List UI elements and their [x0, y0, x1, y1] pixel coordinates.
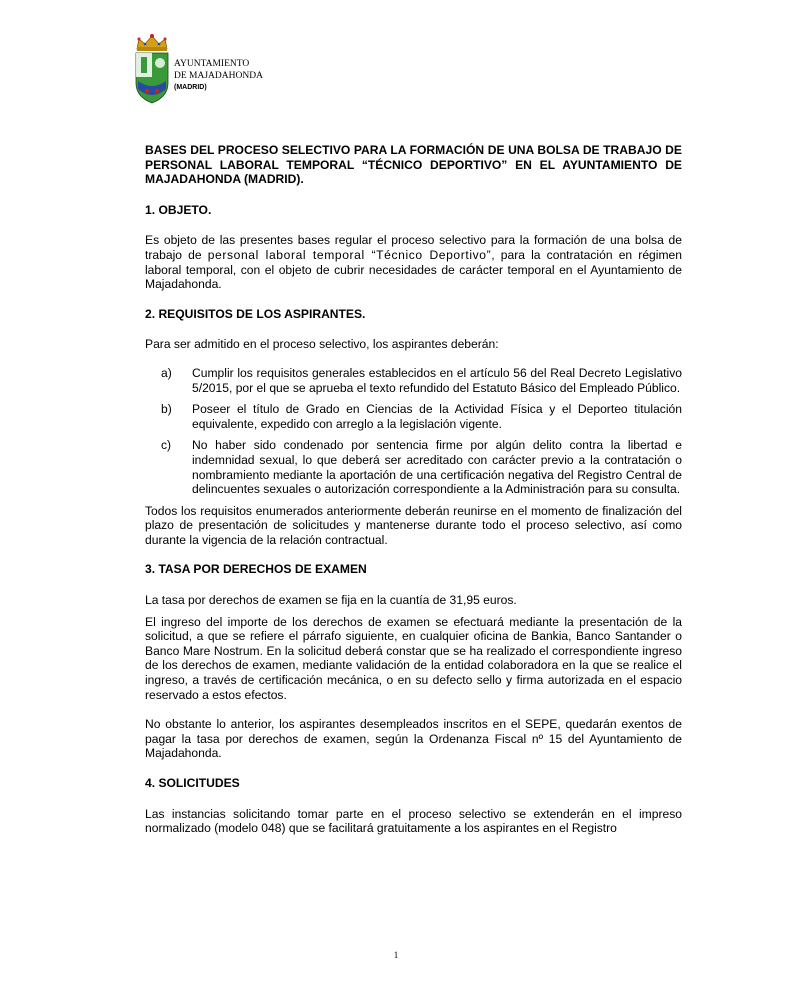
section-3-paragraph-1: La tasa por derechos de examen se fija en la cuantía de 31,95 euros. [145, 593, 517, 608]
section-3-heading: 3. TASA POR DERECHOS DE EXAMEN [145, 562, 367, 577]
org-line-2: DE MAJADAHONDA [174, 70, 263, 81]
list-item [145, 402, 682, 431]
org-line-3: (MADRID) [174, 84, 207, 91]
list-item [145, 366, 682, 395]
list-item-key: a) [161, 365, 172, 380]
section-2-intro: Para ser admitido en el proceso selectivo, los aspirantes deberán: [145, 337, 499, 352]
section-2-heading: 2. REQUISITOS DE LOS ASPIRANTES. [145, 306, 366, 321]
document-title: BASES DEL PROCESO SELECTIVO PARA LA FORMACIÓN DE UNA BOLSA DE TRABAJO DE PERSONAL LABORAL TEMPORAL “TÉCNICO DEPORTIVO” EN EL AYUNTAMIENTO DE MAJADAHONDA (MADRID). [145, 143, 682, 187]
list-item-text: No haber sido condenado por sentencia firme por algún delito contra la libertad e indemnidad sexual, lo que deberá ser acreditado con carácter previo a la contratación o nombramiento mediante la aportación de una certificación negativa del Registro Central de delincuentes sexuales o autorización correspondiente a la Administración para su consulta. [192, 438, 682, 497]
list-item-key: b) [161, 402, 172, 417]
coat-of-arms-logo [133, 33, 171, 105]
requirements-list [145, 366, 682, 497]
section-4-paragraph-1: Las instancias solicitando tomar parte en el proceso selectivo se extenderán en el impreso normalizado (modelo 048) que se facilitará gratuitamente a los aspirantes en el Registro [145, 806, 682, 836]
list-item-text: Poseer el título de Grado en Ciencias de la Actividad Física y el Deporteo titulación equivalente, expedido con arreglo a la legislación vigente. [192, 402, 682, 431]
section-3-paragraph-2: El ingreso del importe de los derechos de examen se efectuará mediante la presentación de la solicitud, a que se refiere el párrafo siguiente, en cualquier oficina de Bankia, Banco Santander o Banco Mare Nostrum. En la solicitud deberá constar que se ha realizado el correspondiente ingreso de los derechos de examen, mediante validación de la entidad colaboradora en la que se realice el ingreso, a través de certificación mecánica, o en su defecto sello y firma autorizada en el espacio reservado a estos efectos. [145, 614, 682, 702]
section-1-text-b: personal laboral temporal “Técnico Deportivo” [207, 247, 492, 262]
page-number: 1 [393, 950, 399, 960]
org-line-1: AYUNTAMIENTO [174, 59, 250, 69]
document-body [145, 143, 682, 851]
list-item-key: c) [161, 438, 172, 453]
section-1-paragraph [145, 233, 682, 291]
list-item-text: Cumplir los requisitos generales establecidos en el artículo 56 del Real Decreto Legislativo 5/2015, por el que se aprueba el texto refundido del Estatuto Básico del Empleado Público. [192, 365, 682, 395]
section-4-heading: 4. SOLICITUDES [145, 776, 240, 790]
section-1-heading: 1. OBJETO. [145, 202, 212, 217]
section-1-text-c: , para la contratación en régimen laboral temporal, con el objeto de cubrir necesidades de carácter temporal en el Ayuntamiento de Majadahonda. [145, 247, 682, 292]
section-3-paragraph-3: No obstante lo anterior, los aspirantes desempleados inscritos en el SEPE, quedarán exentos de pagar la tasa por derechos de examen, según la Ordenanza Fiscal nº 15 del Ayuntamiento de Majadahonda. [145, 717, 682, 761]
list-item [145, 438, 682, 496]
section-1-text-a: Es objeto de las presentes bases regular el proceso selectivo para la formación de una bolsa de trabajo de [145, 233, 682, 262]
organization-header [174, 59, 263, 94]
section-2-closing: Todos los requisitos enumerados anteriormente deberán reunirse en el momento de finalización del plazo de presentación de solicitudes y mantenerse durante todo el proceso selectivo, así como durante la vigencia de la relación contractual. [145, 503, 682, 547]
